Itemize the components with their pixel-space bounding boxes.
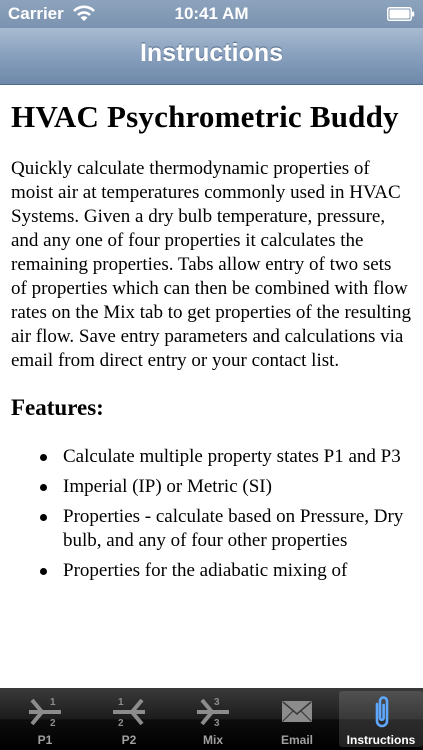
status-time: 10:41 AM xyxy=(174,4,249,23)
envelope-icon xyxy=(280,694,314,728)
tab-instructions[interactable] xyxy=(339,691,423,747)
p2-icon xyxy=(112,694,146,728)
tab-label: P1 xyxy=(37,733,53,747)
svg-text:3: 3 xyxy=(214,718,220,728)
bullet-icon xyxy=(40,454,47,461)
tab-label: Mix xyxy=(202,733,223,747)
svg-text:1: 1 xyxy=(118,697,124,708)
status-bar xyxy=(0,0,423,28)
page-title: Instructions xyxy=(139,39,284,67)
mix-icon xyxy=(196,694,230,728)
list-item xyxy=(0,475,411,499)
list-item xyxy=(0,505,411,553)
features-list xyxy=(0,445,411,583)
paperclip-icon xyxy=(364,694,398,728)
bullet-icon xyxy=(40,514,47,521)
feature-text: Properties for the adiabatic mixing of xyxy=(63,560,348,581)
features-heading: Features: xyxy=(11,395,104,420)
instructions-content[interactable] xyxy=(0,85,423,688)
document-title: HVAC Psychrometric Buddy xyxy=(11,99,399,134)
tab-p1[interactable] xyxy=(3,688,87,750)
list-item xyxy=(0,445,411,469)
bullet-icon xyxy=(40,484,47,491)
tab-bar xyxy=(0,688,423,750)
feature-text: Imperial (IP) or Metric (SI) xyxy=(63,476,272,497)
document-intro: Quickly calculate thermodynamic properties of moist air at temperatures commonly used in HVAC Systems. Given a dry bulb temperature, pressure, and any one of four properties it calculates the remaining properties. Tabs allow entry of two sets of properties which can then be combined with flow rates on the Mix tab to get properties of the resulting air flow. Save entry parameters and calculations via email from direct entry or your contact list. xyxy=(11,158,411,371)
feature-text: Calculate multiple property states P1 and P3 xyxy=(63,446,401,467)
tab-label: Instructions xyxy=(346,733,416,747)
battery-icon xyxy=(387,7,415,21)
tab-label: P2 xyxy=(121,733,137,747)
svg-text:2: 2 xyxy=(50,718,56,728)
navigation-bar xyxy=(0,28,423,85)
svg-text:3: 3 xyxy=(214,697,220,708)
list-item xyxy=(0,559,411,583)
tab-mix[interactable] xyxy=(171,688,255,750)
tab-p2[interactable] xyxy=(87,688,171,750)
feature-text: Properties - calculate based on Pressure, Dry bulb, and any of four other properties xyxy=(63,506,404,551)
p1-icon xyxy=(28,694,62,728)
carrier-label: Carrier xyxy=(8,4,64,23)
svg-text:1: 1 xyxy=(50,697,56,708)
tab-label: Email xyxy=(280,733,313,747)
svg-text:2: 2 xyxy=(118,718,124,728)
tab-email[interactable] xyxy=(255,688,339,750)
bullet-icon xyxy=(40,568,47,575)
